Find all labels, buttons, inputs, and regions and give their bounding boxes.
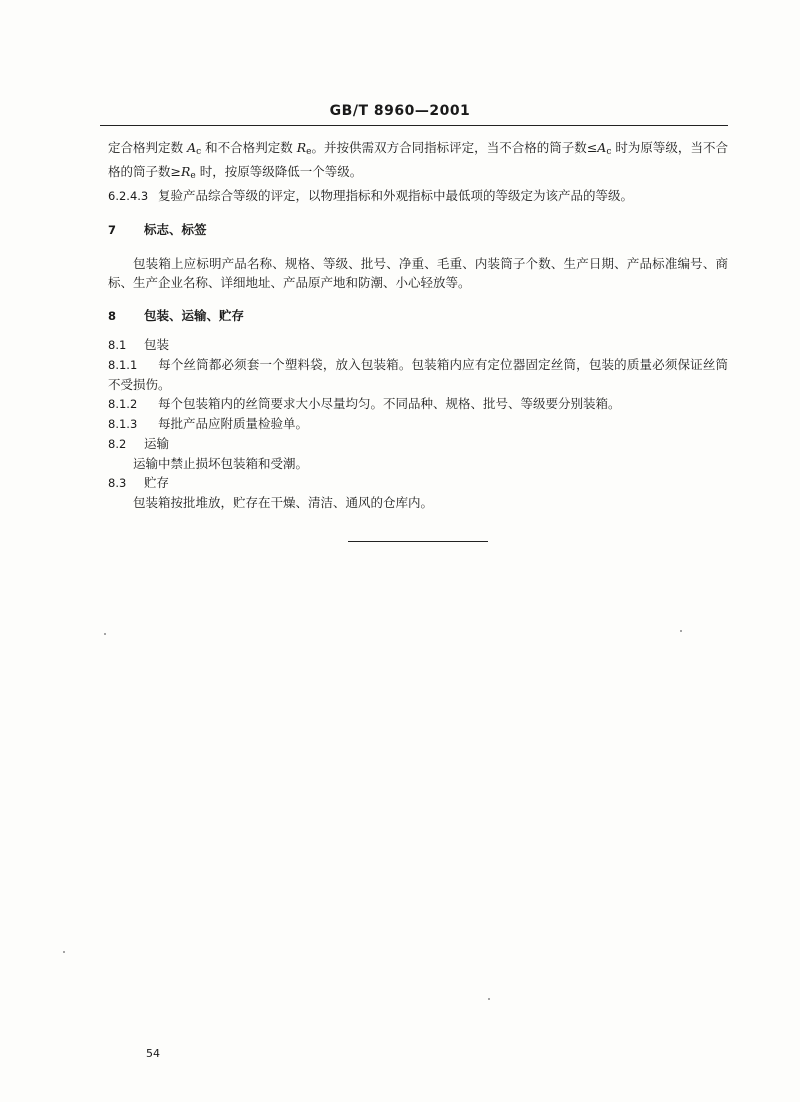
text-run: 时，按原等级降低一个等级。 <box>195 164 363 179</box>
clause-6-2-4-3 <box>108 186 728 206</box>
standard-code-header: GB/T 8960—2001 <box>329 103 471 119</box>
scan-speck <box>104 633 106 635</box>
scan-speck <box>680 630 682 632</box>
clause-number: 8.1.1 <box>108 358 138 372</box>
clause-text: 复验产品综合等级的评定，以物理指标和外观指标中最低项的等级定为该产品的等级。 <box>158 188 634 203</box>
clause-8-2-heading <box>108 434 728 454</box>
clause-number: 8.1.3 <box>108 417 138 431</box>
section-heading-7 <box>108 220 728 240</box>
clause-8-2-text: 运输中禁止损坏包装箱和受潮。 <box>133 456 309 471</box>
section-number: 8 <box>108 309 117 323</box>
clause-8-1-3 <box>108 414 728 434</box>
symbol-a: $A_c$ <box>187 140 202 157</box>
clause-number: 8.1 <box>108 338 127 352</box>
clause-8-1-2 <box>108 394 728 414</box>
clause-text: 每批产品应附质量检验单。 <box>158 416 309 431</box>
scan-speck <box>488 998 490 1000</box>
clause-8-1-1 <box>108 355 728 394</box>
clause-number: 8.2 <box>108 437 127 451</box>
section-7-text: 包装箱上应标明产品名称、规格、等级、批号、净重、毛重、内装筒子个数、生产日期、产品标准编号、商标、生产企业名称、详细地址、产品原产地和防潮、小心轻放等。 <box>108 256 728 290</box>
paragraph-judgement-continued <box>108 138 728 186</box>
symbol-a: $A_c$ <box>597 140 612 157</box>
section-title: 标志、标签 <box>144 222 207 237</box>
clause-title: 贮存 <box>144 475 170 490</box>
clause-title: 包装 <box>144 337 170 352</box>
symbol-r: $R_e$ <box>296 140 312 157</box>
text-run: 和不合格判定数 <box>201 140 297 155</box>
text-run: 定合格判定数 <box>108 140 188 155</box>
symbol-r: $R_e$ <box>180 164 196 181</box>
end-of-document-rule <box>348 541 488 542</box>
clause-8-1-heading <box>108 335 728 355</box>
section-number: 7 <box>108 223 117 237</box>
scan-speck <box>63 951 65 953</box>
clause-number: 8.3 <box>108 476 127 490</box>
section-heading-8 <box>108 306 728 326</box>
clause-8-3-heading <box>108 473 728 493</box>
text-run: 时为原等级，当不合格的筒子数≥ <box>108 140 728 179</box>
clause-text: 每个丝筒都必须套一个塑料袋，放入包装箱。包装箱内应有定位器固定丝筒，包装的质量必须保证丝筒不受损伤。 <box>108 357 728 392</box>
document-body <box>108 138 728 512</box>
header-rule <box>100 125 728 126</box>
clause-number: 6.2.4.3 <box>108 189 149 203</box>
page-number: 54 <box>146 1047 160 1060</box>
clause-8-3-text: 包装箱按批堆放，贮存在干燥、清洁、通风的仓库内。 <box>133 495 434 510</box>
clause-text: 每个包装箱内的丝筒要求大小尽量均匀。不同品种、规格、批号、等级要分别装箱。 <box>158 396 621 411</box>
text-run: 。并按供需双方合同指标评定，当不合格的筒子数≤ <box>311 140 598 155</box>
clause-title: 运输 <box>144 436 170 451</box>
section-title: 包装、运输、贮存 <box>144 308 245 323</box>
clause-number: 8.1.2 <box>108 397 138 411</box>
